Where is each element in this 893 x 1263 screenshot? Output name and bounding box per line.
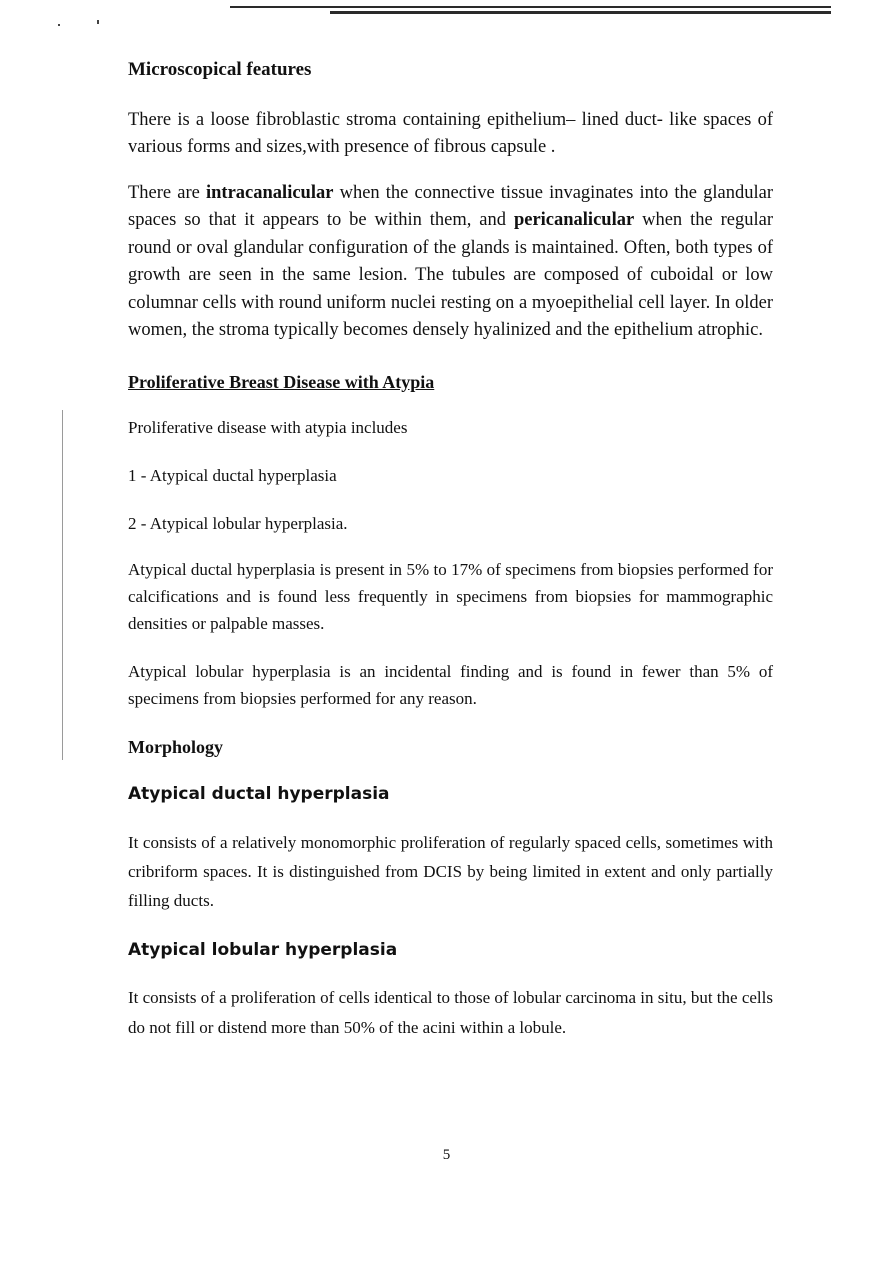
paragraph-stroma: There is a loose fibroblastic stroma containing epithelium– lined duct- like spaces of various forms and sizes,with presence of fibrous capsule . [128, 109, 773, 158]
list-item-alh: 2 - Atypical lobular hyperplasia. [128, 514, 348, 534]
paragraph-adh-morphology: It consists of a relatively monomorphic proliferation of regularly spaced cells, sometimes with cribriform spaces. It is distinguished from DCIS by being limited in extent and only partially filling ducts. [128, 832, 773, 910]
paragraph-atypia-intro: Proliferative disease with atypia includes [128, 418, 408, 438]
scan-mark [97, 20, 99, 24]
heading-alh: Atypical lobular hyperplasia [128, 939, 398, 960]
list-item-adh: 1 - Atypical ductal hyperplasia [128, 466, 337, 486]
term-intracanalicular: intracanalicular [206, 182, 334, 203]
heading-adh: Atypical ductal hyperplasia [128, 784, 390, 805]
paragraph-growth-types [128, 180, 773, 345]
heading-proliferative-atypia: Proliferative Breast Disease with Atypia [128, 371, 435, 392]
paragraph-alh-prevalence: Atypical lobular hyperplasia is an incidental finding and is found in fewer than 5% of specimens from biopsies performed for any reason. [128, 662, 773, 709]
term-pericanalicular: pericanalicular [513, 210, 635, 231]
top-border-line [330, 11, 831, 14]
paragraph-text: There are [128, 182, 206, 203]
paragraph-text: when the regular round or oval glandular configuration of the glands is maintained. Often, both types of growth are seen in the same lesion. The tubules are composed of cuboidal or low columnar cells with round uniform nuclei resting on a myoepithelial cell layer. In older women, the stroma typically becomes densely hyalinized and the epithelium atrophic. [128, 210, 773, 341]
scan-mark [58, 24, 60, 26]
paragraph-text: when the connective tissue invaginates into the glandular spaces so that it appears to be within them, and [128, 182, 773, 231]
paragraph-adh-prevalence: Atypical ductal hyperplasia is present in 5% to 17% of specimens from biopsies performed for calcifications and is found less frequently in specimens from biopsies for mammographic densities or palpable masses. [128, 560, 773, 634]
document-page [128, 52, 773, 1043]
heading-microscopical-features: Microscopical features [128, 59, 312, 80]
paragraph-alh-morphology: It consists of a proliferation of cells identical to those of lobular carcinoma in situ, but the cells do not fill or distend more than 50% of the acini within a lobule. [128, 987, 773, 1037]
heading-morphology: Morphology [128, 737, 224, 758]
page-number: 5 [442, 1147, 451, 1163]
margin-line [62, 410, 63, 760]
top-border-line [230, 6, 831, 8]
